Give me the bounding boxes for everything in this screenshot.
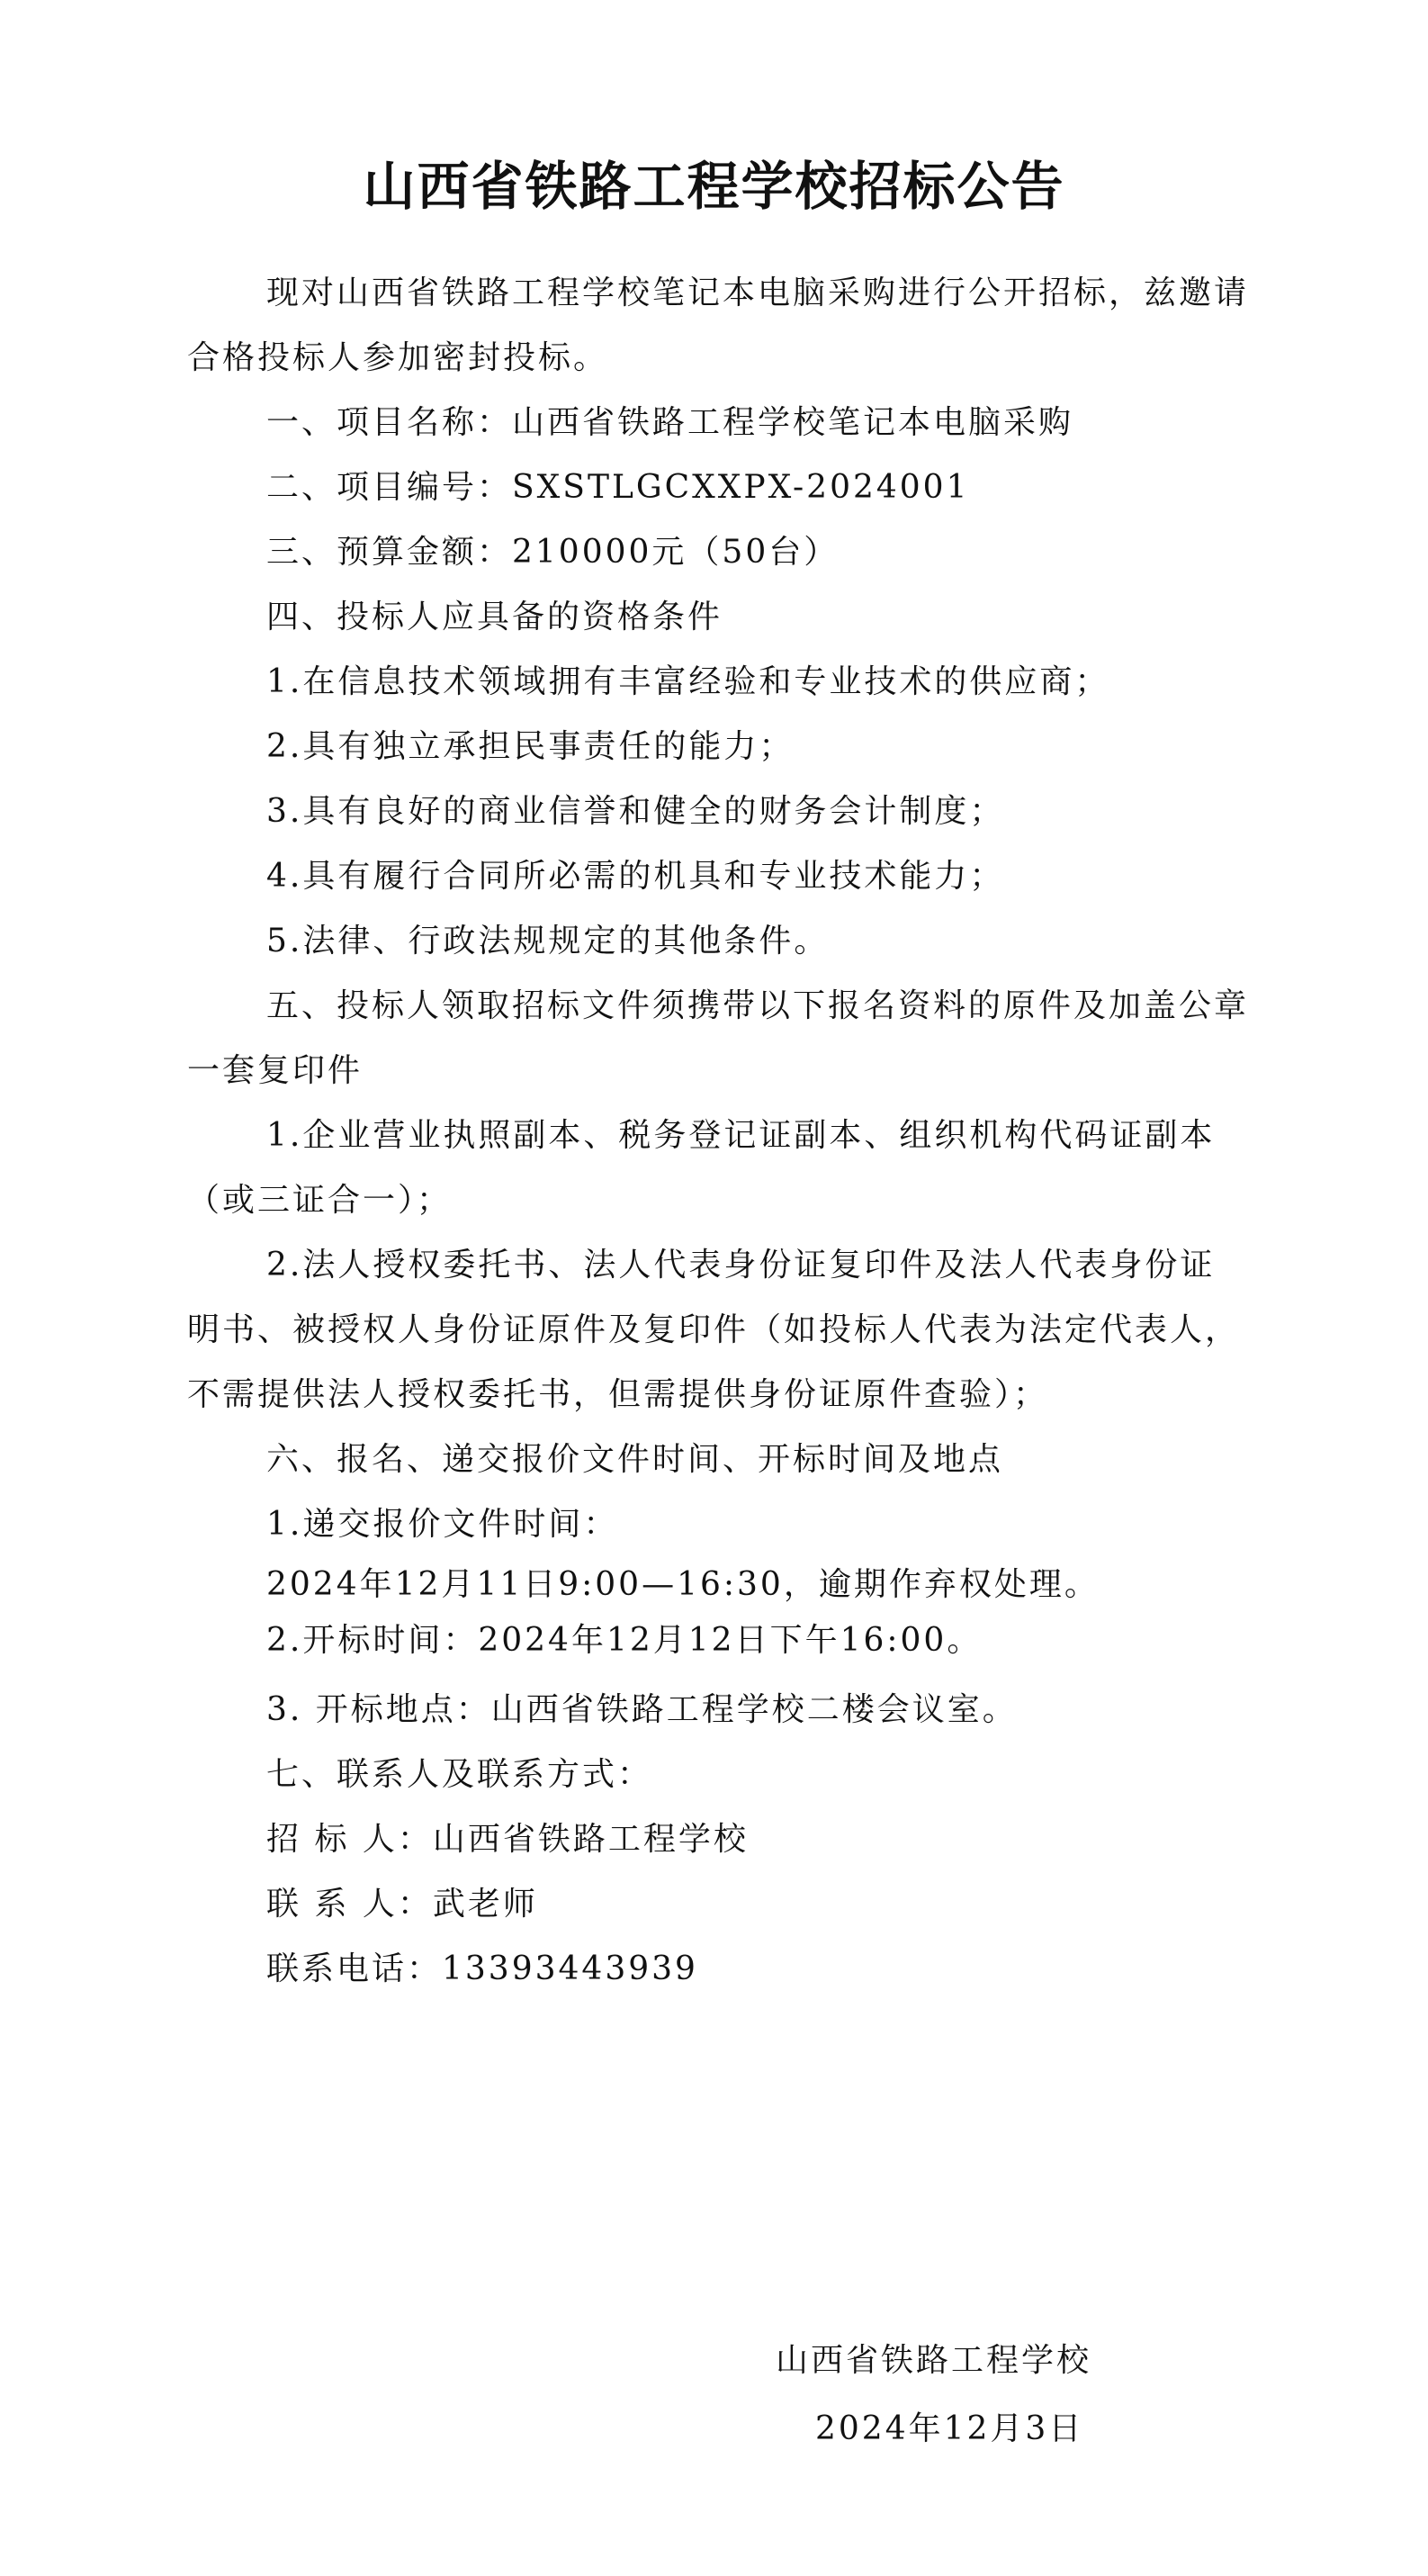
- materials-item-2: 2.法人授权委托书、法人代表身份证复印件及法人代表身份证明书、被授权人身份证原件及复印件（如投标人代表为法定代表人，不需提供法人授权委托书，但需提供身份证原件查验）；: [187, 1247, 1241, 1413]
- budget-line: 三、预算金额：210000元（50台）: [266, 534, 840, 571]
- bid-opening-time: 2.开标时间：2024年12月12日下午16:00。: [266, 1622, 983, 1659]
- project-number-line: 二、项目编号：SXSTLGCXXPX-2024001: [266, 469, 970, 506]
- signature-organization: 山西省铁路工程学校: [776, 2342, 1092, 2379]
- announcement-body: [187, 261, 1249, 2002]
- qualification-item-2: 2.具有独立承担民事责任的能力；: [266, 728, 795, 765]
- contact-heading: 七、联系人及联系方式：: [266, 1756, 653, 1793]
- schedule-heading: 六、报名、递交报价文件时间、开标时间及地点: [266, 1441, 1004, 1478]
- materials-item-1: 1.企业营业执照副本、税务登记证副本、组织机构代码证副本（或三证合一）；: [187, 1117, 1216, 1219]
- document-title: 山西省铁路工程学校招标公告: [363, 155, 1065, 217]
- intro-paragraph: 现对山西省铁路工程学校笔记本电脑采购进行公开招标，兹邀请合格投标人参加密封投标。: [187, 275, 1250, 376]
- qualification-item-1: 1.在信息技术领域拥有丰富经验和专业技术的供应商；: [266, 663, 1110, 700]
- bid-opening-location: 3. 开标地点：山西省铁路工程学校二楼会议室。: [266, 1691, 1018, 1728]
- signature-date: 2024年12月3日: [815, 2410, 1084, 2447]
- qualification-item-4: 4.具有履行合同所必需的机具和专业技术能力；: [266, 858, 1005, 895]
- submission-time-label: 1.递交报价文件时间：: [266, 1506, 619, 1543]
- submission-time-value: 2024年12月11日9:00—16:30，逾期作弃权处理。: [266, 1566, 1100, 1603]
- signature-block: [776, 2327, 1199, 2463]
- qualification-item-5: 5.法律、行政法规规定的其他条件。: [266, 923, 830, 959]
- contact-tenderer: 招 标 人：山西省铁路工程学校: [266, 1821, 749, 1858]
- project-name-line: 一、项目名称：山西省铁路工程学校笔记本电脑采购: [266, 404, 1074, 441]
- contact-phone: 联系电话：13393443939: [266, 1950, 698, 1987]
- qualification-item-3: 3.具有良好的商业信誉和健全的财务会计制度；: [266, 793, 1005, 830]
- contact-person: 联 系 人：武老师: [266, 1886, 538, 1923]
- materials-heading: 五、投标人领取招标文件须携带以下报名资料的原件及加盖公章一套复印件: [187, 987, 1250, 1089]
- qualification-heading: 四、投标人应具备的资格条件: [266, 599, 723, 635]
